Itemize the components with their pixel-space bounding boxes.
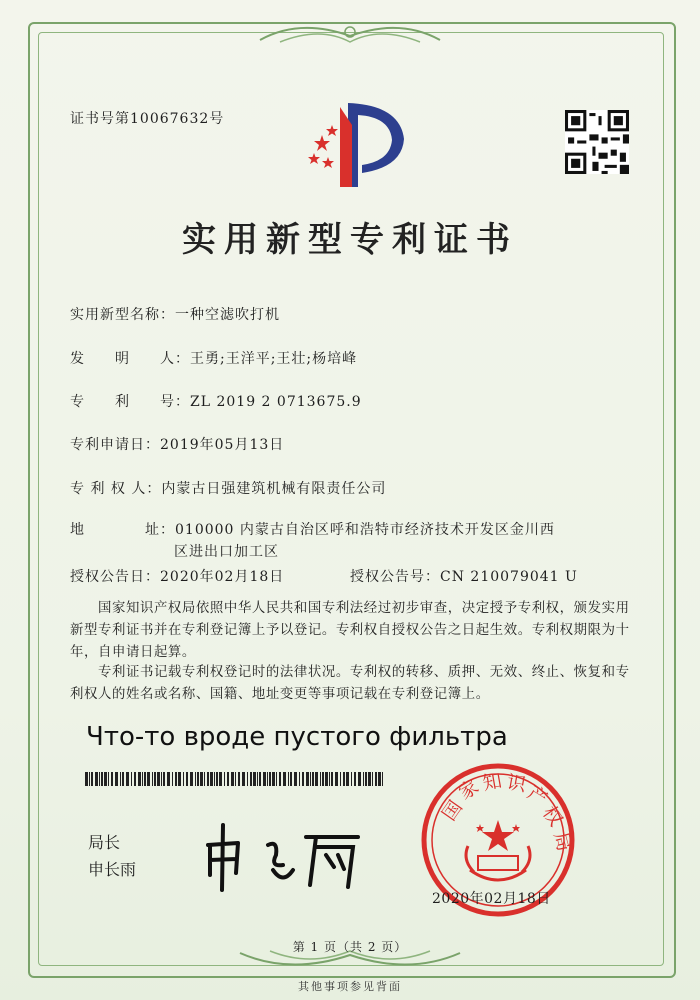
grant-date-label: 授权公告日： (70, 569, 160, 585)
inventor-value: 王勇;王洋平;王壮;杨培峰 (190, 351, 358, 367)
inventor-label: 发 明 人： (70, 351, 190, 367)
certificate-number: 证书号第10067632号 (70, 111, 225, 127)
svg-text:权: 权 (537, 802, 567, 831)
address-value-line1: 010000 内蒙古自治区呼和浩特市经济技术开发区金川西 (175, 522, 555, 538)
filing-date-row (70, 434, 284, 454)
patent-number-value: ZL 2019 2 0713675.9 (190, 394, 362, 410)
patent-holder-row (70, 478, 386, 498)
director-name: 申长雨 (88, 860, 137, 879)
filing-date-value: 2019年05月13日 (160, 437, 285, 453)
paragraph-line: 利权人的姓名或名称、国籍、地址变更等事项记载在专利登记簿上。 (70, 687, 490, 702)
patent-holder-label: 专 利 权 人： (70, 481, 162, 497)
handwritten-signature-icon (198, 815, 368, 895)
paragraph-line: 年，自申请日起算。 (70, 645, 196, 660)
back-note: 其他事项参见背面 (298, 980, 402, 993)
address-row (70, 519, 555, 539)
barcode-icon (85, 772, 385, 786)
svg-text:国: 国 (438, 796, 468, 825)
grant-date-row (70, 566, 284, 586)
svg-text:知: 知 (481, 769, 504, 795)
paragraph-line: 专利证书记载专利权登记时的法律状况。专利权的转移、质押、无效、终止、恢复和专 (70, 665, 630, 680)
certificate-title: 实用新型专利证书 (182, 220, 518, 260)
seal-date: 2020年02月18日 (432, 891, 551, 907)
grant-date-value: 2020年02月18日 (160, 569, 285, 585)
paragraph-line: 国家知识产权局依照中华人民共和国专利法经过初步审查，决定授予专利权，颁发实用 (70, 601, 630, 616)
grant-number-row (350, 566, 578, 586)
svg-text:局: 局 (549, 829, 576, 854)
patent-holder-value: 内蒙古日强建筑机械有限责任公司 (161, 481, 387, 497)
inventor-row (70, 348, 357, 368)
svg-text:识: 识 (505, 771, 528, 797)
overlay-caption: Что-то вроде пустого фильтра (86, 722, 508, 752)
svg-text:家: 家 (454, 775, 483, 805)
cnipa-logo-icon (300, 95, 410, 190)
top-ornament-icon (250, 18, 450, 48)
utility-model-name-row (70, 304, 280, 324)
qr-code-icon (565, 110, 629, 174)
director-title: 局长 (88, 833, 121, 852)
utility-model-name-label: 实用新型名称： (70, 307, 175, 323)
paragraph-line: 新型专利证书并在专利登记簿上予以登记。专利权自授权公告之日起生效。专利权期限为十 (70, 623, 630, 638)
address-value-line2: 区进出口加工区 (174, 544, 279, 560)
grant-number-value: CN 210079041 U (440, 569, 578, 585)
grant-number-label: 授权公告号： (350, 569, 440, 585)
patent-number-row (70, 391, 362, 411)
grant-statement-paragraph (70, 598, 638, 664)
patent-number-label: 专 利 号： (70, 394, 190, 410)
filing-date-label: 专利申请日： (70, 437, 160, 453)
legal-status-paragraph (70, 662, 638, 706)
svg-text:产: 产 (523, 781, 552, 811)
address-label: 地 址： (70, 522, 175, 538)
page-number: 第 1 页（共 2 页） (292, 940, 408, 954)
utility-model-name-value: 一种空滤吹打机 (175, 307, 280, 323)
